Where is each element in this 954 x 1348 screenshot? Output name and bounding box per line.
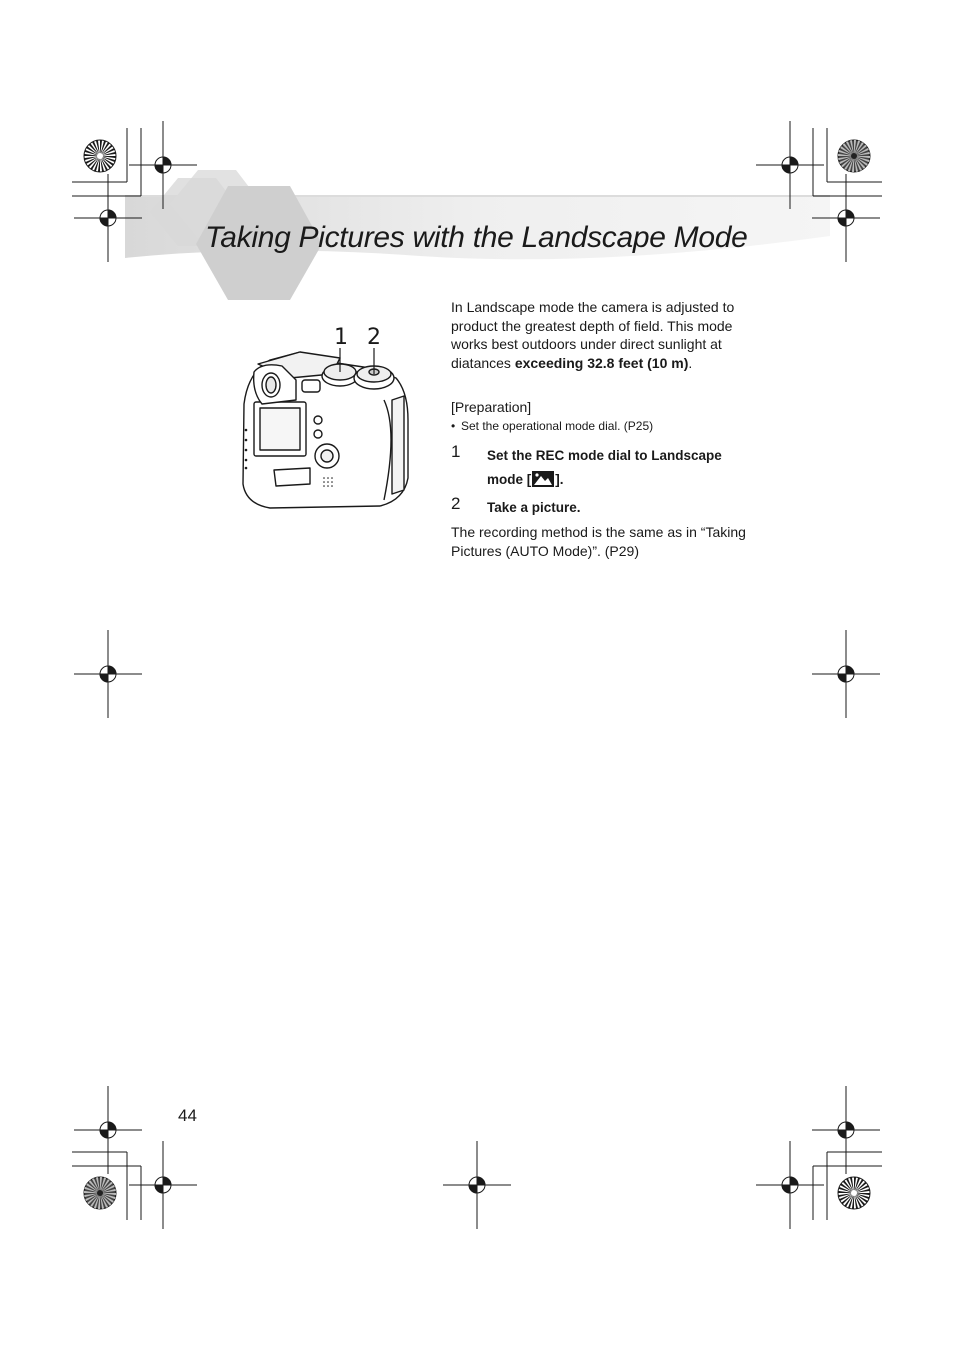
intro-end: . <box>688 354 693 371</box>
landscape-mode-icon <box>532 471 554 487</box>
step-text: Take a picture. <box>487 500 581 515</box>
registration-crosshair <box>756 1141 824 1229</box>
preparation-item <box>451 417 751 436</box>
step-number: 2 <box>451 494 461 513</box>
step-text-before-icon: Set the REC mode dial to Landscape mode [ <box>487 448 722 487</box>
step-text <box>487 444 749 492</box>
callout-number-2: 2 <box>367 325 381 350</box>
registration-rosette <box>838 1177 870 1209</box>
registration-rosette <box>84 1177 116 1209</box>
preparation-item-text: Set the operational mode dial. (P25) <box>461 419 654 433</box>
page-title: Taking Pictures with the Landscape Mode <box>205 221 748 254</box>
preparation-label: [Preparation] <box>451 399 532 415</box>
intro-paragraph <box>451 298 751 372</box>
page-number: 44 <box>178 1106 197 1125</box>
intro-bold-text: exceeding 32.8 feet (10 m) <box>514 354 689 371</box>
step-text-after-icon: ]. <box>555 472 564 487</box>
registration-crosshair <box>74 630 142 718</box>
registration-crosshair <box>443 1141 511 1229</box>
bullet-icon: • <box>451 419 456 433</box>
step-number: 1 <box>451 442 461 461</box>
callout-number-1: 1 <box>334 325 348 350</box>
outro-paragraph: The recording method is the same as in “Taking Pictures (AUTO Mode)”. (P29) <box>451 524 746 559</box>
registration-crosshair <box>812 630 880 718</box>
registration-crosshair <box>129 1141 197 1229</box>
registration-crosshair <box>74 1086 142 1174</box>
registration-crosshair <box>812 1086 880 1174</box>
intro-text: In Landscape mode the camera is adjusted to product the greatest depth of field. This mode works best outdoors under direct sunlight at diatances <box>451 299 735 371</box>
